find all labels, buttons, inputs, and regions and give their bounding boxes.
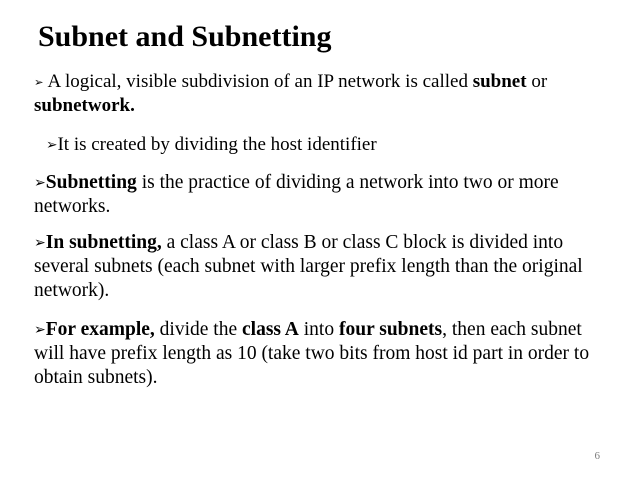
- arrowhead-bullet-icon: ➢: [34, 75, 44, 89]
- term-class-a: class A: [242, 319, 299, 340]
- arrowhead-bullet-icon: ➢: [34, 322, 46, 338]
- paragraph-text: is the practice of dividing a network into two or more networks.: [34, 172, 559, 217]
- paragraph-text: or: [526, 71, 548, 92]
- term-four-subnets: four subnets: [338, 319, 443, 340]
- paragraph-text: into: [298, 319, 339, 340]
- bullet-paragraph-5: [34, 318, 594, 390]
- slide-title: Subnet and Subnetting: [38, 20, 332, 53]
- paragraph-text: divide the: [154, 319, 242, 340]
- paragraph-text: a class A or class B or class C block is divided into several subnets (each subnet with larger prefix length than the original network).: [34, 232, 583, 301]
- bullet-paragraph-4: [34, 231, 594, 303]
- arrowhead-bullet-icon: ➢: [34, 175, 46, 191]
- term-subnet: subnet: [472, 71, 527, 92]
- paragraph-text: It is created by dividing the host identifier: [57, 134, 377, 155]
- bullet-paragraph-1: [34, 70, 594, 118]
- term-subnetwork: subnetwork.: [34, 95, 135, 116]
- term-for-example: For example,: [45, 319, 155, 340]
- arrowhead-bullet-icon: ➢: [34, 235, 46, 251]
- bullet-paragraph-2: [46, 133, 606, 157]
- term-in-subnetting: In subnetting,: [45, 232, 162, 253]
- bullet-paragraph-3: [34, 171, 594, 219]
- arrowhead-bullet-icon: ➢: [46, 137, 58, 153]
- paragraph-text: , then each subnet will have prefix length as 10 (take two bits from host id part in order to obtain subnets).: [34, 319, 590, 388]
- paragraph-text: A logical, visible subdivision of an IP network is called: [47, 71, 473, 92]
- term-subnetting: Subnetting: [45, 172, 137, 193]
- page-number: 6: [594, 450, 600, 462]
